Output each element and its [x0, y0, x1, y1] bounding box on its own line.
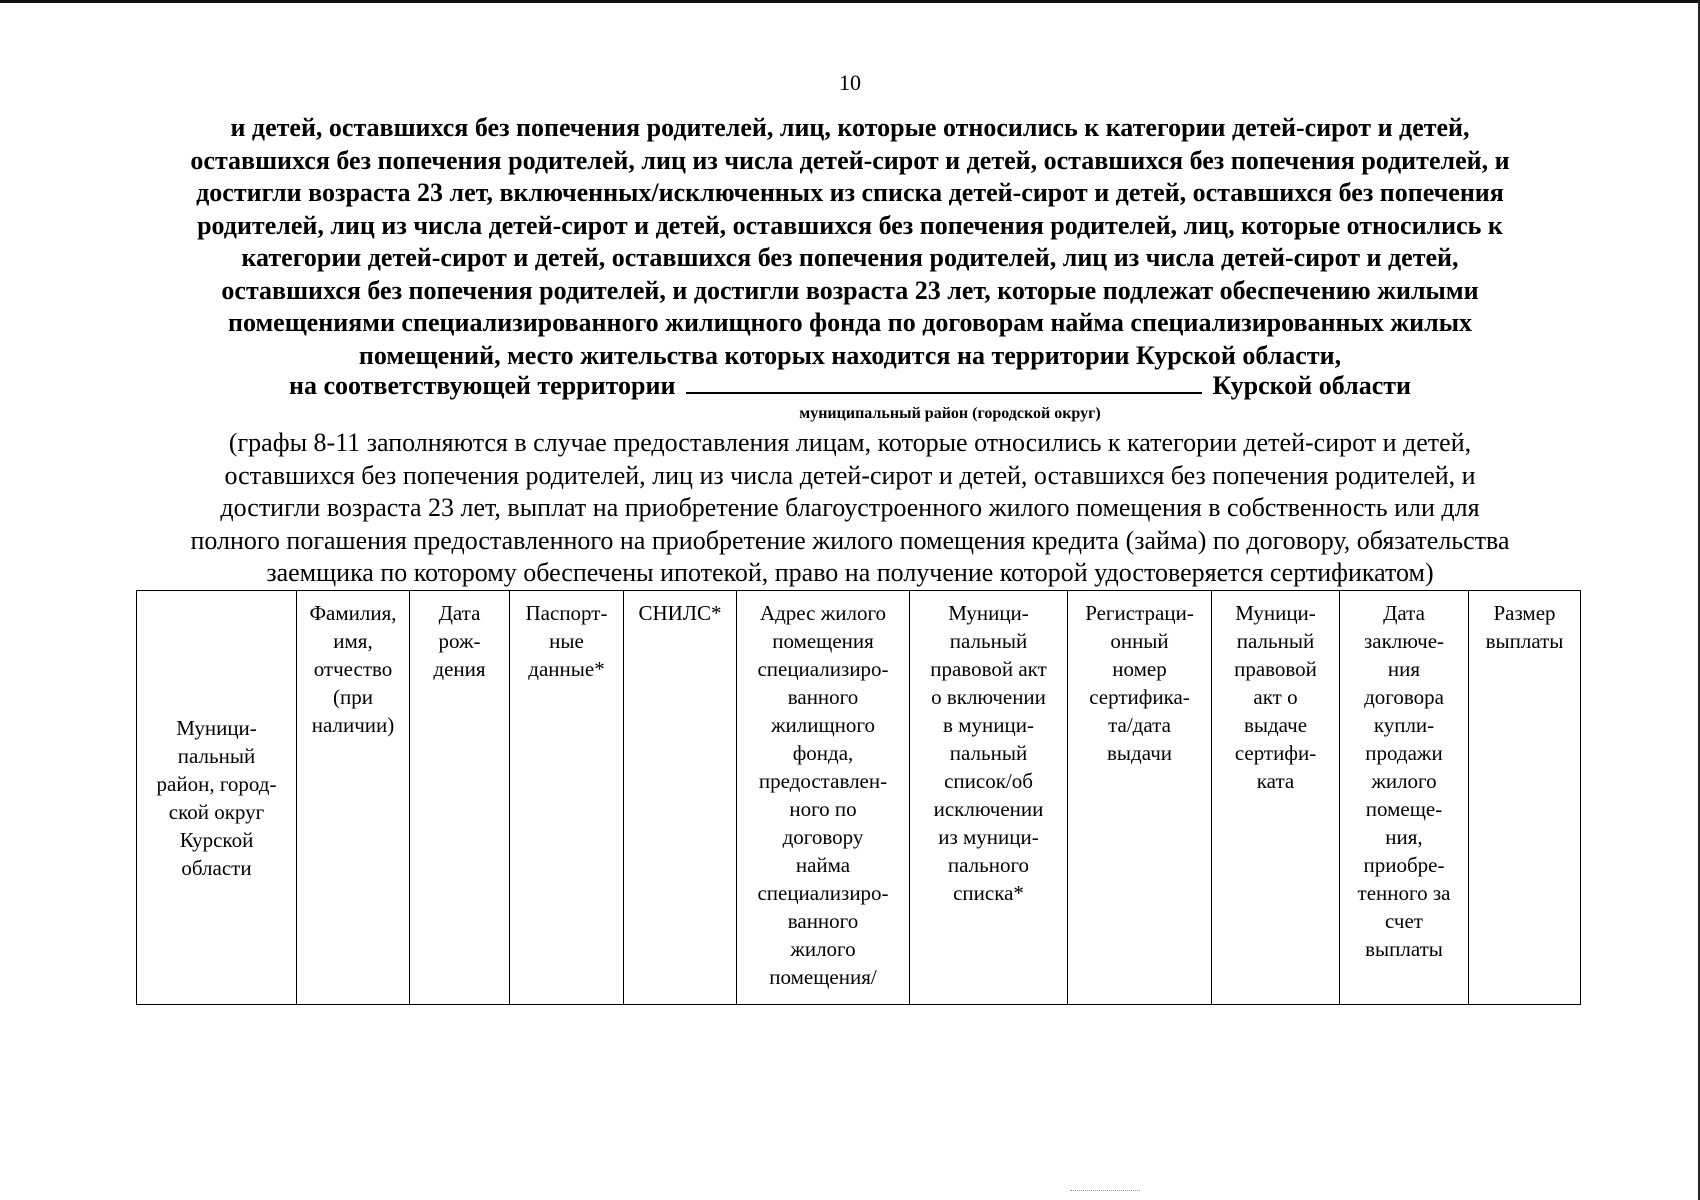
territory-line	[0, 370, 1700, 402]
territory-prefix: на соответствующей территории	[288, 371, 676, 400]
heading-line: оставшихся без попечения родителей, и достигли возраста 23 лет, которые подлежат обеспечению жилыми	[221, 275, 1479, 305]
heading-line: оставшихся без попечения родителей, лиц из числа детей-сирот и детей, оставшихся без попечения родителей, и	[190, 145, 1510, 175]
note-line: (графы 8-11 заполняются в случае предоставления лицам, которые относились к категории детей-сирот и детей,	[228, 428, 1472, 457]
scan-edge-top	[0, 0, 1700, 3]
table-header-cell: Размер выплаты	[1469, 591, 1581, 1005]
territory-blank-field[interactable]	[686, 370, 1202, 394]
page-number: 10	[839, 70, 861, 95]
table-header-cell: Муници- пальный правовой акт о выдаче сертифи- ката	[1212, 591, 1340, 1005]
territory-caption: муниципальный район (городской округ)	[799, 405, 1101, 422]
territory-suffix: Курской области	[1212, 371, 1412, 400]
table-header-cell: Дата рож- дения	[410, 591, 510, 1005]
heading-line: помещений, место жительства которых находится на территории Курской области,	[358, 340, 1342, 370]
table-header-cell: Муници- пальный правовой акт о включении в муници- пальный список/об исключении из муници- пального списка*	[910, 591, 1068, 1005]
heading-line: и детей, оставшихся без попечения родителей, лиц, которые относились к категории детей-сирот и детей,	[230, 113, 1470, 142]
registry-table	[136, 590, 1581, 1005]
note-line: заемщика по которому обеспечены ипотекой, право на получение которой удостоверяется сертификатом)	[266, 558, 1434, 587]
heading-line: достигли возраста 23 лет, включенных/исключенных из списка детей-сирот и детей, оставшихся без попечения	[196, 178, 1504, 207]
heading-line: помещениями специализированного жилищного фонда по договорам найма специализированных жилых	[227, 308, 1473, 337]
table-header-cell: Муници- пальный район, город- ской округ Курской области	[137, 591, 297, 1005]
table-header-cell: Регистраци- онный номер сертифика- та/дата выдачи	[1068, 591, 1212, 1005]
table-header-cell: СНИЛС*	[624, 591, 737, 1005]
table-header-cell: Паспорт- ные данные*	[510, 591, 624, 1005]
scan-artifact	[1070, 1190, 1140, 1193]
note-line: достигли возраста 23 лет, выплат на приобретение благоустроенного жилого помещения в собственность или для	[220, 493, 1480, 522]
note-line: оставшихся без попечения родителей, лиц из числа детей-сирот и детей, оставшихся без попечения родителей, и	[224, 460, 1476, 490]
heading-line: родителей, лиц из числа детей-сирот и детей, оставшихся без попечения родителей, лиц, которые относились к	[197, 210, 1503, 240]
document-heading	[120, 112, 1580, 372]
note-line: полного погашения предоставленного на приобретение жилого помещения кредита (займа) по договору, обязательства	[190, 525, 1510, 555]
table-header-cell: Адрес жилого помещения специализиро- ванного жилищного фонда, предоставлен- ного по договору найма специализиро- ванного жилого помещения/	[737, 591, 910, 1005]
heading-line: категории детей-сирот и детей, оставшихся без попечения родителей, лиц из числа детей-сирот и детей,	[241, 243, 1459, 272]
table-header-cell: Дата заключе- ния договора купли- продажи жилого помеще- ния, приобре- тенного за счет выплаты	[1340, 591, 1469, 1005]
columns-note	[120, 427, 1580, 590]
table-header-row	[137, 591, 1581, 1005]
table-header-cell: Фамилия, имя, отчество (при наличии)	[297, 591, 410, 1005]
